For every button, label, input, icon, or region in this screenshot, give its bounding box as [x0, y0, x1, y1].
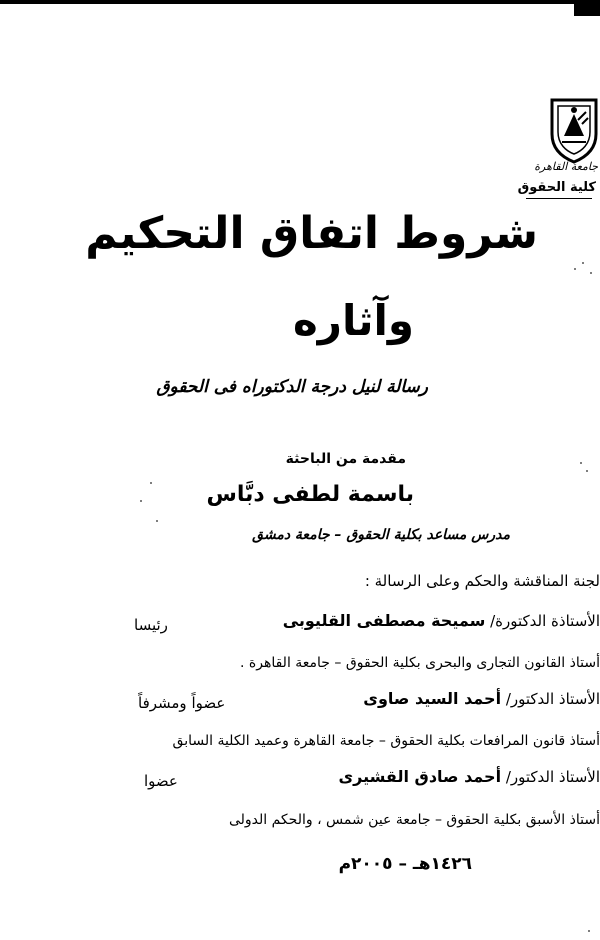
committee-member-2	[363, 689, 600, 708]
faculty-underline	[526, 198, 592, 199]
scan-speck	[588, 930, 590, 932]
member-name: أحمد السيد صاوى	[363, 689, 502, 708]
scan-speck	[574, 268, 576, 270]
member-description-3: أستاذ الأسبق بكلية الحقوق – جامعة عين شمس ، والحكم الدولى	[228, 812, 600, 828]
scan-speck	[140, 500, 142, 502]
member-role-1: رئيسا	[134, 616, 168, 634]
scan-speck	[586, 470, 588, 472]
faculty-name: كلية الحقوق	[517, 180, 596, 195]
member-description-1: أستاذ القانون التجارى والبحرى بكلية الحقوق – جامعة القاهرة .	[239, 655, 600, 671]
thesis-date: ١٤٢٦هـ – ٢٠٠٥م	[338, 854, 472, 874]
member-name: سميحة مصطفى القليوبى	[282, 611, 486, 630]
member-role-2: عضواً ومشرفاً	[138, 694, 226, 712]
committee-member-1	[283, 611, 600, 630]
presented-by-label: مقدمة من الباحثة	[285, 451, 406, 467]
committee-member-3	[339, 767, 600, 786]
thesis-title-line1: شروط اتفاق التحكيم	[85, 208, 538, 259]
committee-heading: لجنة المناقشة والحكم وعلى الرسالة :	[364, 572, 600, 590]
scan-speck	[156, 520, 158, 522]
member-name: أحمد صادق القشيرى	[338, 767, 502, 786]
scan-border-top	[0, 0, 600, 4]
author-name: باسمة لطفى دبَّاس	[206, 482, 414, 507]
scan-speck	[150, 482, 152, 484]
scan-border-corner	[574, 0, 600, 16]
university-name: جامعة القاهرة	[534, 160, 598, 173]
thesis-title-line2: وآثاره	[292, 296, 414, 345]
member-title-prefix: الأستاذ الدكتور/	[505, 768, 600, 786]
member-description-2: أستاذ قانون المرافعات بكلية الحقوق – جامعة القاهرة وعميد الكلية السابق	[172, 733, 600, 749]
university-emblem-icon	[548, 96, 600, 166]
member-role-3: عضوا	[144, 772, 178, 790]
scan-speck	[590, 272, 592, 274]
scan-speck	[580, 462, 582, 464]
member-title-prefix: الأستاذ الدكتور/	[505, 690, 600, 708]
author-position: مدرس مساعد بكلية الحقوق – جامعة دمشق	[252, 527, 510, 543]
scan-speck	[582, 262, 584, 264]
thesis-subtitle: رسالة لنيل درجة الدكتوراه فى الحقوق	[156, 377, 428, 397]
member-title-prefix: الأستاذة الدكتورة/	[490, 612, 600, 630]
